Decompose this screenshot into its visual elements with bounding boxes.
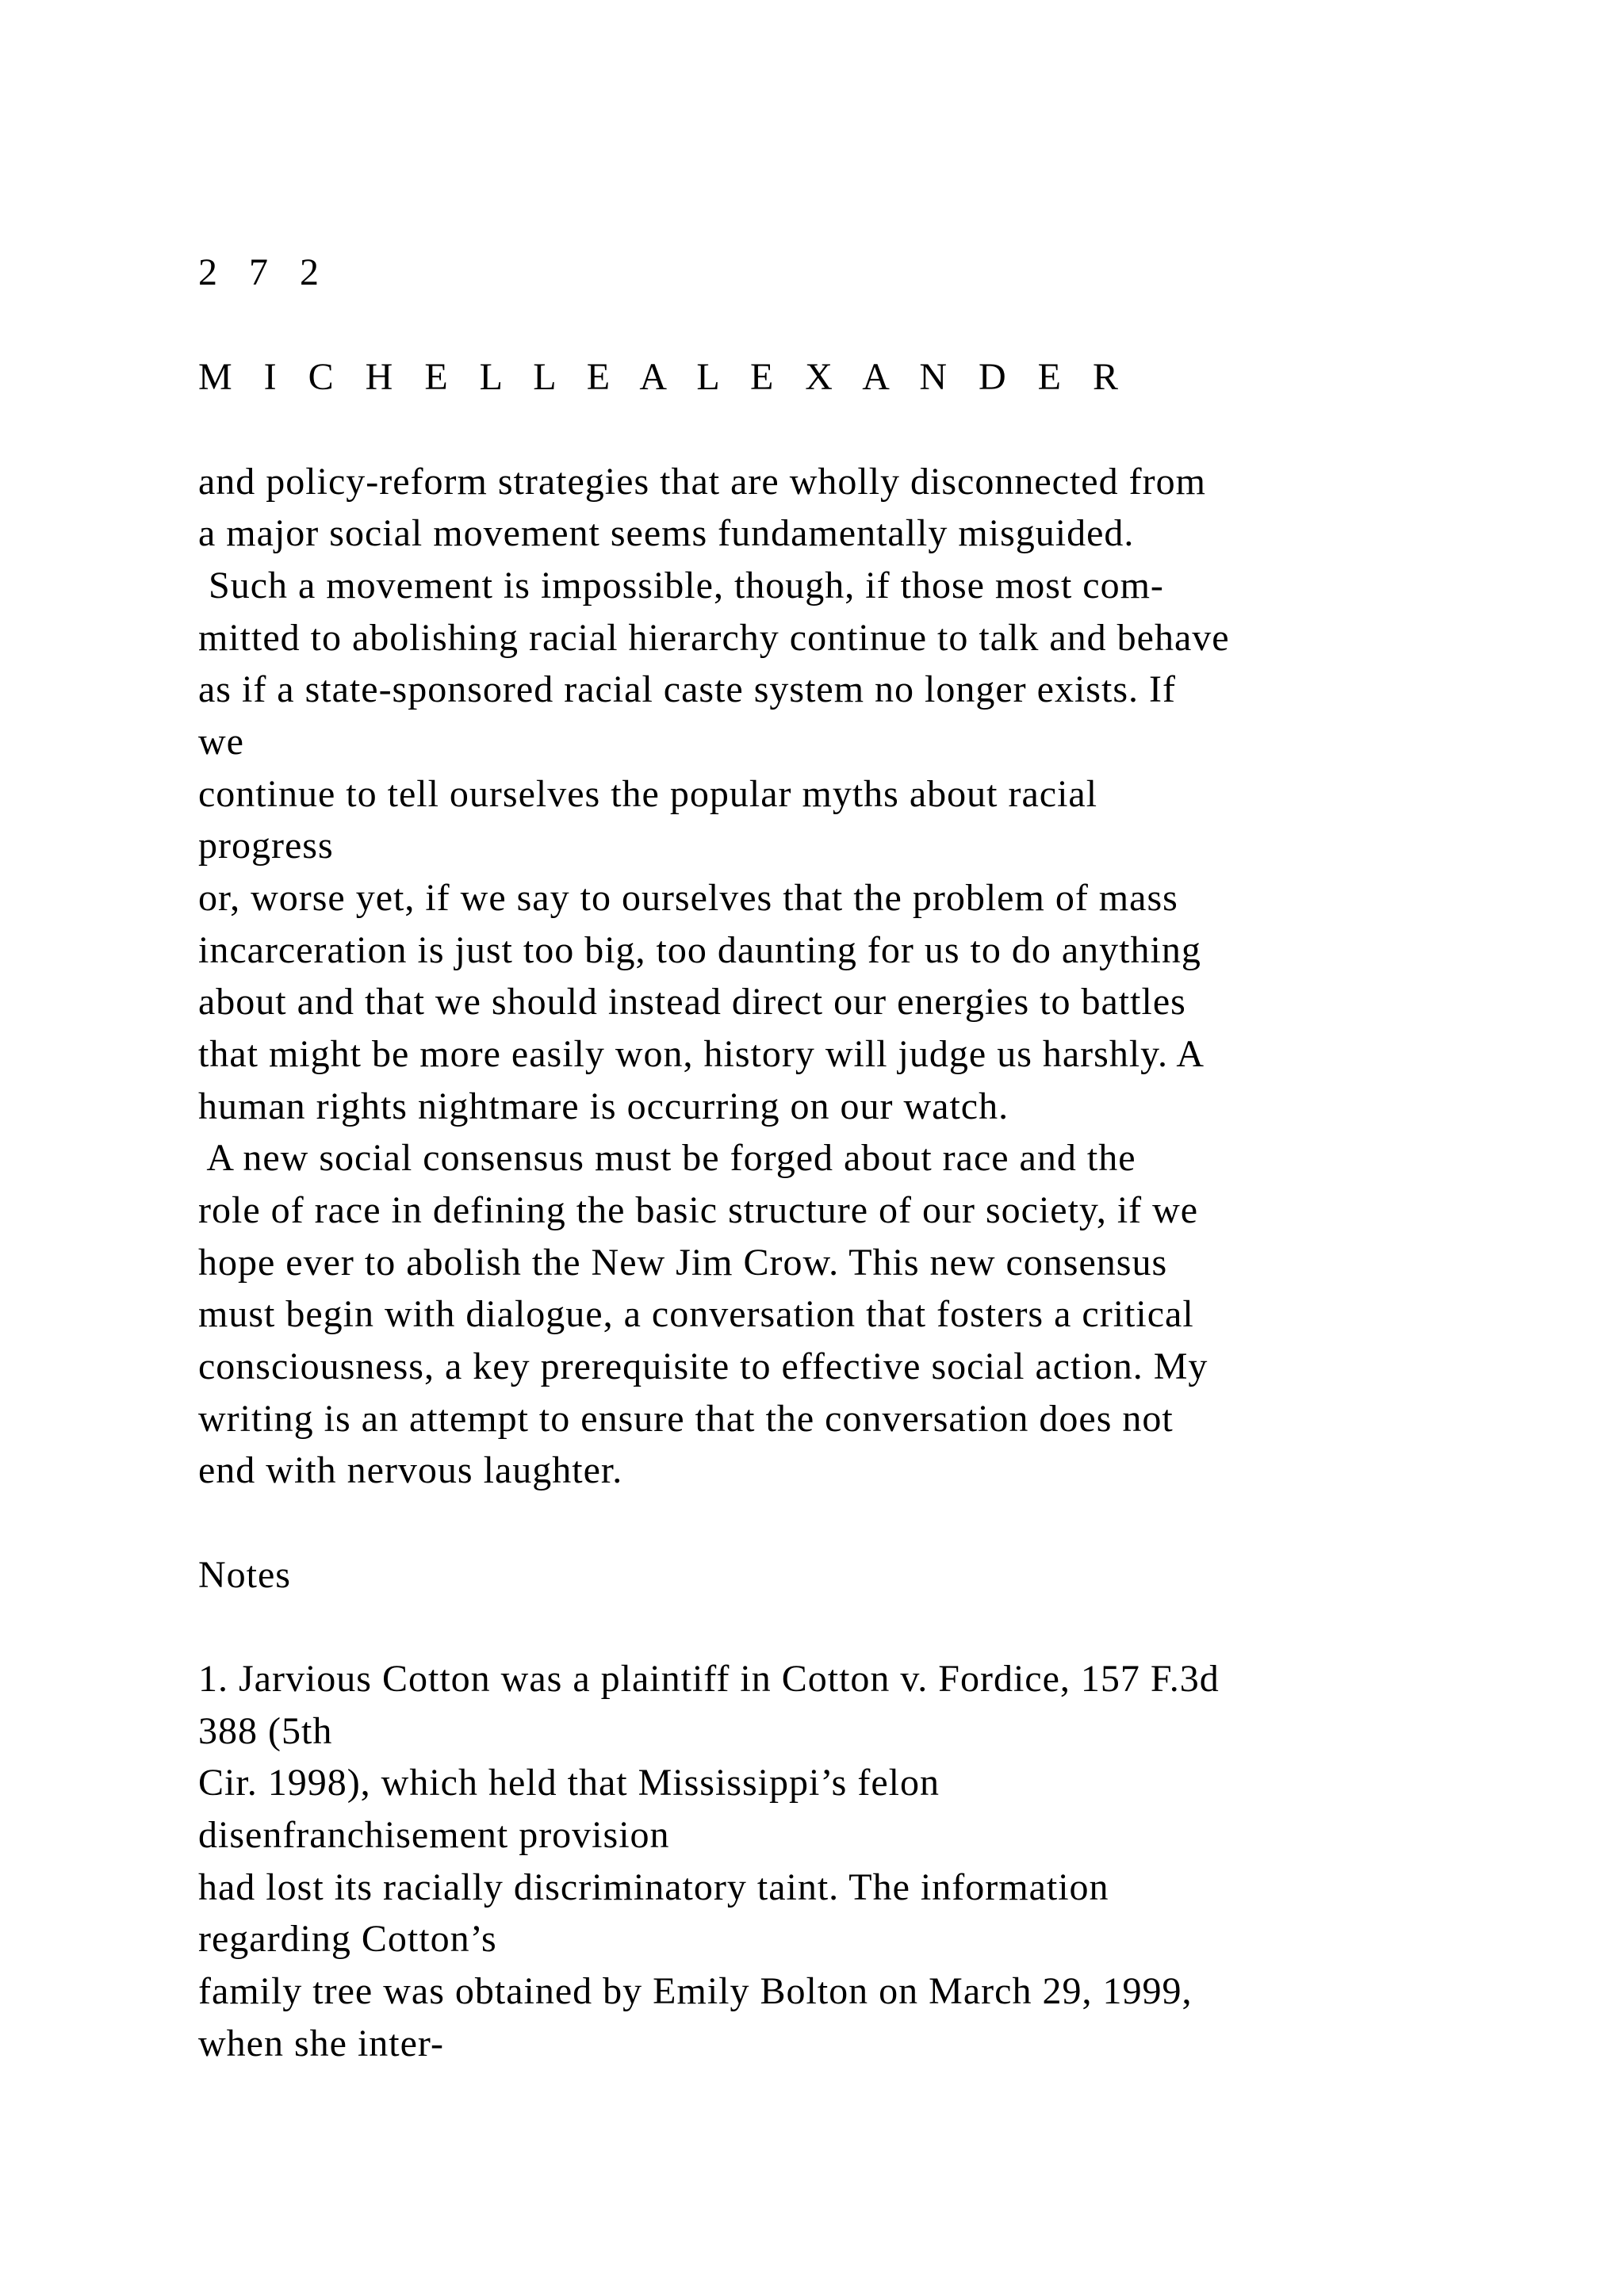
body-line: human rights nightmare is occurring on our watch. [198,1085,1009,1127]
body-line: A new social consensus must be forged about race and the [198,1137,1136,1179]
note-line: regarding Cotton’s [198,1918,497,1960]
body-line: or, worse yet, if we say to ourselves that the problem of mass [198,877,1178,919]
body-line: hope ever to abolish the New Jim Crow. This new consensus [198,1242,1168,1284]
body-line: progress [198,825,334,867]
body-line: that might be more easily won, history will judge us harshly. A [198,1033,1205,1075]
body-line: role of race in defining the basic structure of our society, if we [198,1189,1199,1231]
body-line: about and that we should instead direct our energies to battles [198,981,1186,1023]
body-line: as if a state-sponsored racial caste system no longer exists. If [198,668,1176,710]
note-line: 1. Jarvious Cotton was a plaintiff in Cotton v. Fordice, 157 F.3d [198,1658,1220,1700]
body-line: consciousness, a key prerequisite to effective social action. My [198,1345,1208,1387]
note-line: Cir. 1998), which held that Mississippi’s felon [198,1762,940,1804]
body-line: continue to tell ourselves the popular myths about racial [198,773,1098,815]
page-number: 2 7 2 [198,251,330,293]
body-line: mitted to abolishing racial hierarchy continue to talk and behave [198,617,1230,659]
body-line: must begin with dialogue, a conversation that fosters a critical [198,1293,1194,1335]
note-line: when she inter- [198,2022,444,2064]
body-line: and policy-reform strategies that are wholly disconnected from [198,461,1206,503]
running-header-author: M I C H E L L E A L E X A N D E R [198,356,1129,398]
body-line: a major social movement seems fundamentally misguided. [198,512,1135,554]
body-line: incarceration is just too big, too daunting for us to do anything [198,929,1201,971]
note-line: had lost its racially discriminatory taint. The information [198,1866,1109,1908]
body-line: Such a movement is impossible, though, if those most com- [198,564,1164,607]
body-line: we [198,721,244,763]
note-line: family tree was obtained by Emily Bolton on March 29, 1999, [198,1970,1193,2012]
body-line: writing is an attempt to ensure that the conversation does not [198,1398,1174,1440]
body-line: end with nervous laughter. [198,1449,623,1491]
note-line: 388 (5th [198,1710,333,1752]
note-line: disenfranchisement provision [198,1814,670,1856]
notes-heading: Notes [198,1554,291,1596]
